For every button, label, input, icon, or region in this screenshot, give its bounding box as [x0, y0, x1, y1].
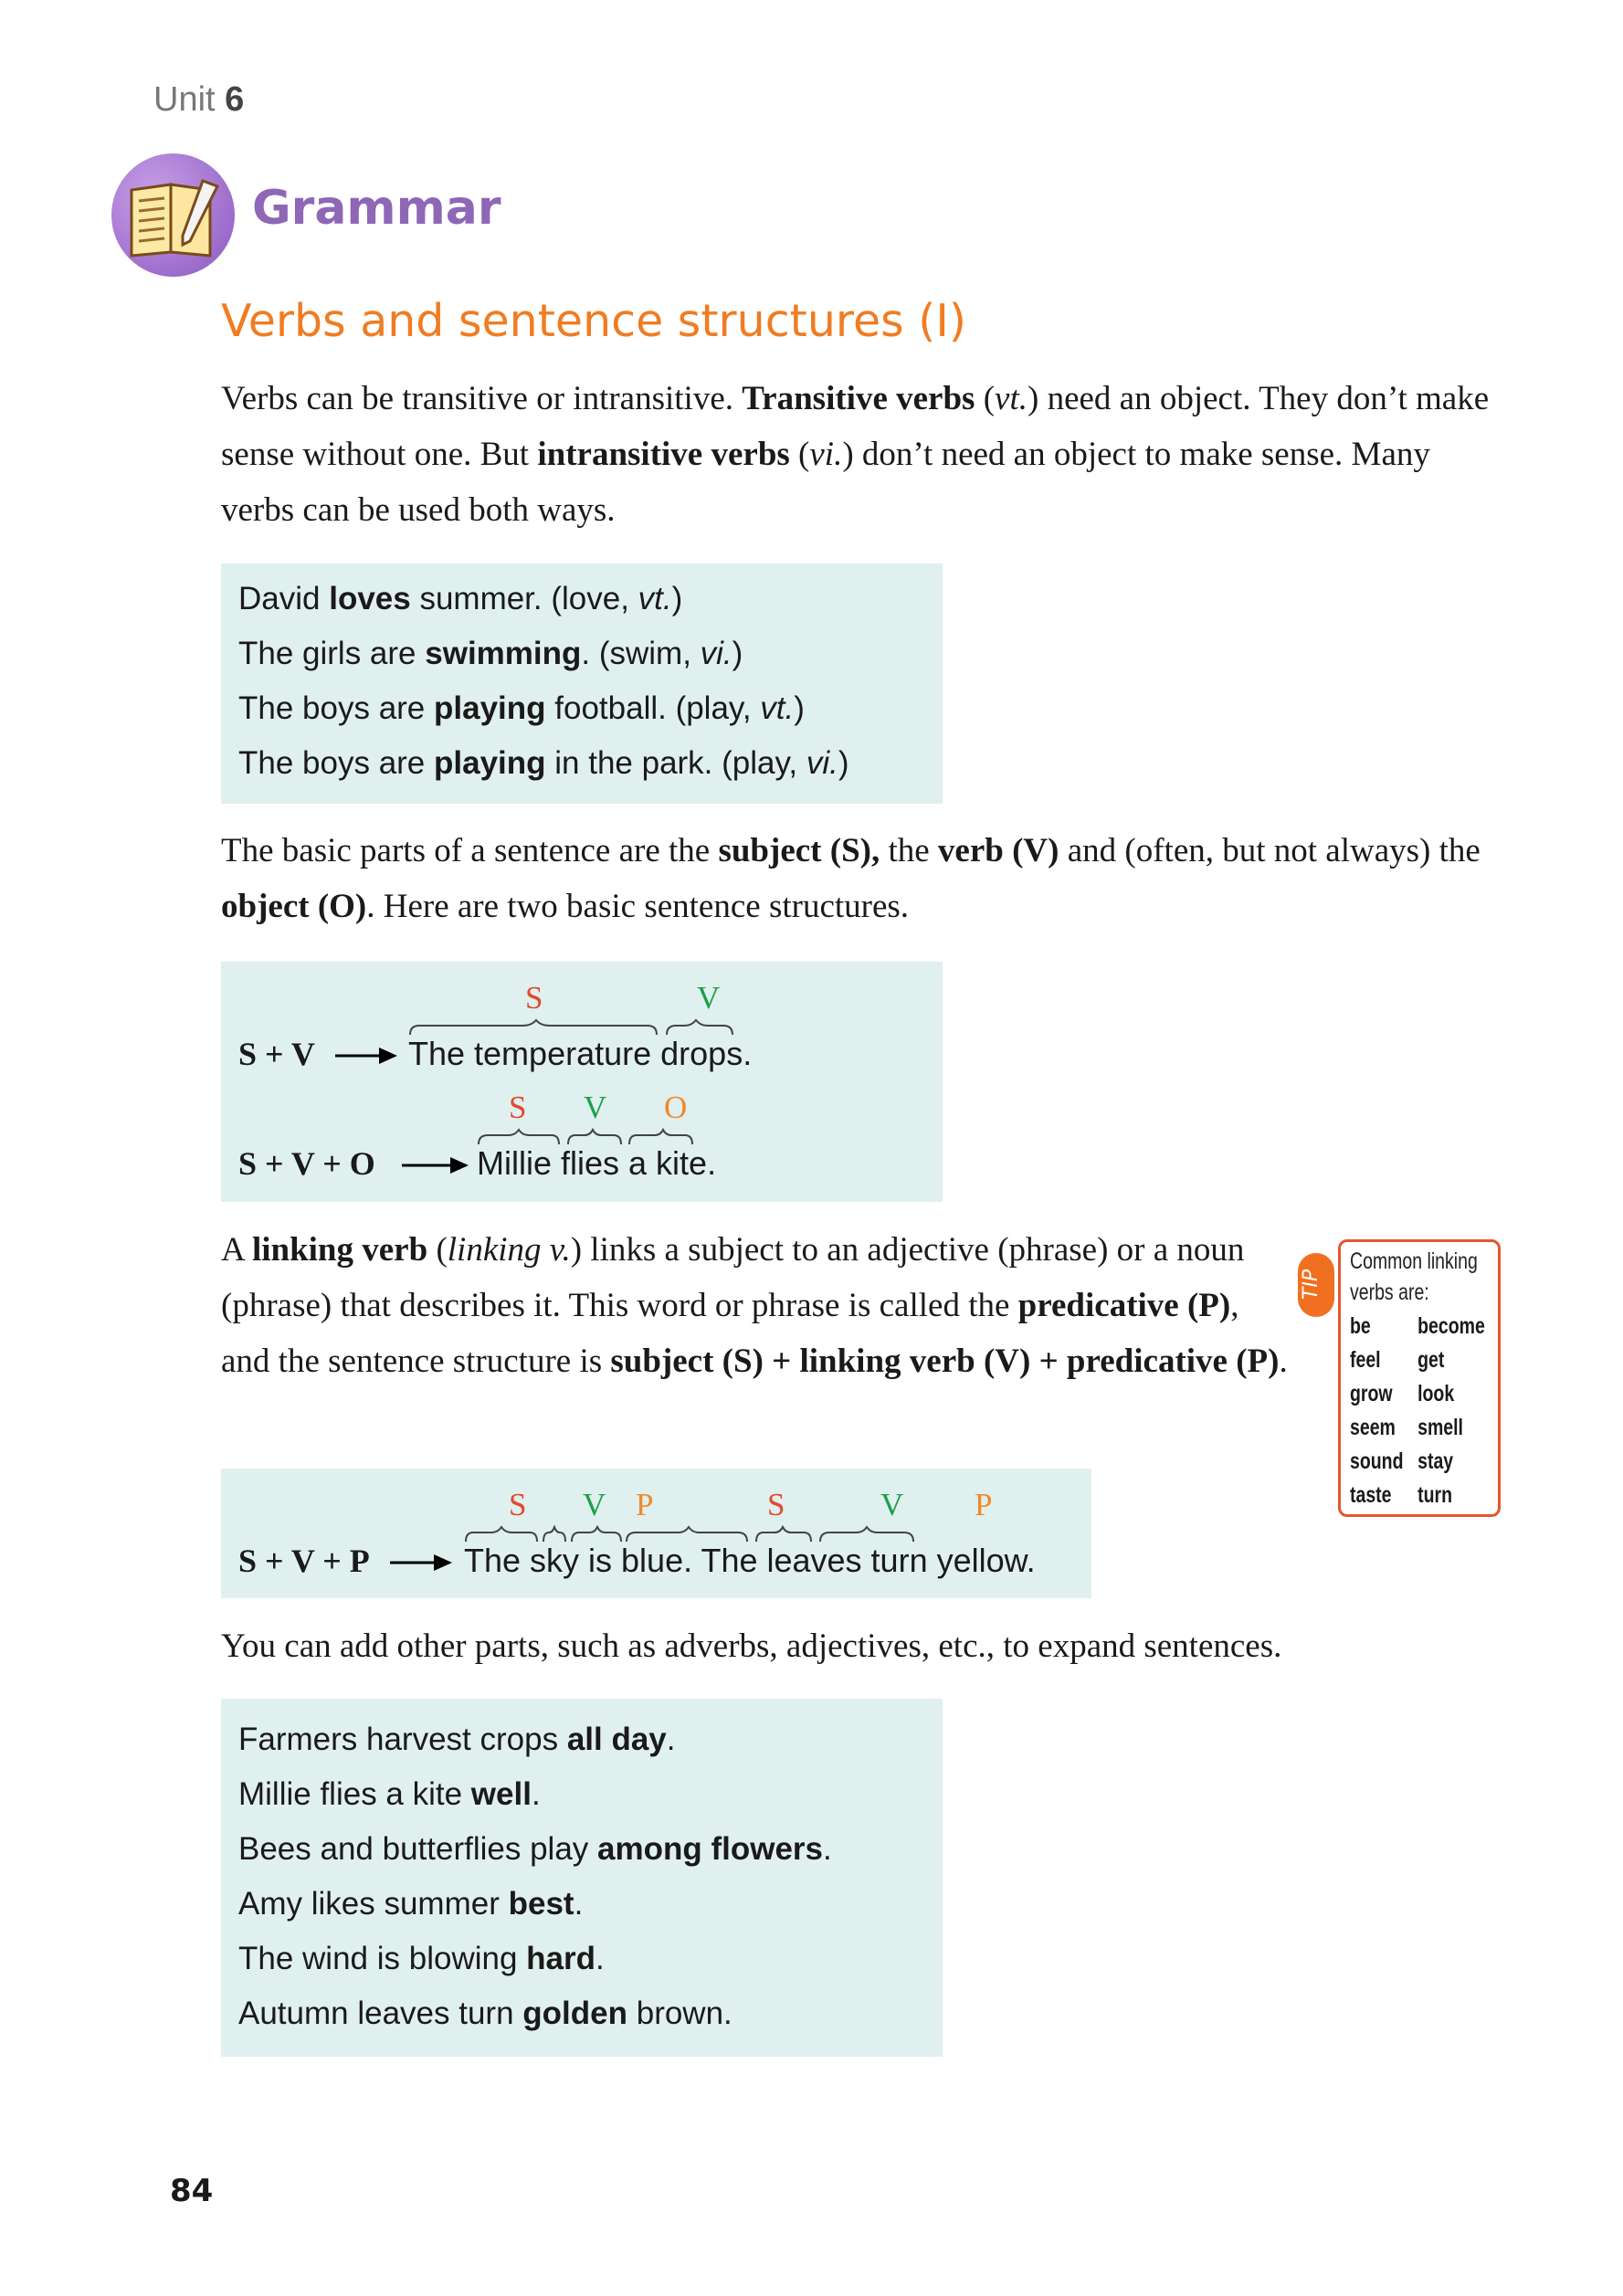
list-item: The boys are playing football. (play, vt.): [238, 690, 805, 726]
linking-verb-paragraph: A linking verb (linking v.) links a subject to an adjective (phrase) or a noun (phrase) that describes it. This word or phrase is called the predicative (P), and the sentence structure is subject (S) + linking verb (V) + predicative (P).: [221, 1231, 1288, 1380]
tag-subject: S: [509, 1090, 527, 1125]
intro-paragraph: Verbs can be transitive or intransitive. Transitive verbs (vt.) need an object. They don’t make sense without one. But intransitive verbs (vi.) don’t need an object to make sense. Many verbs can be used both ways.: [221, 380, 1490, 529]
underbraces: [464, 1525, 1085, 1545]
arrow-icon: [390, 1549, 454, 1576]
tag-verb: V: [697, 980, 721, 1016]
structures-box-2: [221, 1469, 1091, 1598]
tag-object: O: [664, 1090, 688, 1125]
list-item: Millie flies a kite well.: [238, 1776, 541, 1812]
structures-box-1: [221, 962, 943, 1202]
list-item: David loves summer. (love, vt.): [238, 581, 683, 616]
svp-sentence: The sky is blue. The leaves turn yellow.: [464, 1542, 1036, 1579]
underbraces: [477, 1128, 714, 1148]
list-item: The boys are playing in the park. (play, vi.): [238, 745, 849, 781]
page-number: 84: [170, 2173, 214, 2209]
list-item: Farmers harvest crops all day.: [238, 1722, 676, 1757]
sv-sentence: The temperature drops.: [408, 1035, 753, 1072]
linking-verbs-list: be become feel get grow look seem smell sound stay taste turn: [1350, 1313, 1485, 1508]
underbraces: [408, 1018, 737, 1038]
list-item: The girls are swimming. (swim, vi.): [238, 636, 743, 671]
list-item: The wind is blowing hard.: [238, 1941, 605, 1976]
tag-verb: V: [583, 1487, 606, 1522]
svo-sentence: Millie flies a kite.: [477, 1144, 717, 1182]
sv-label: S + V: [238, 1036, 315, 1072]
arrow-icon: [402, 1152, 470, 1179]
list-item: Autumn leaves turn golden brown.: [238, 1996, 732, 2031]
expand-paragraph: You can add other parts, such as adverbs, adjectives, etc., to expand sentences.: [221, 1627, 1282, 1665]
tag-predicative: P: [636, 1487, 654, 1522]
examples-box-2: [221, 1699, 943, 2057]
examples-box-1: [221, 563, 943, 804]
tag-verb: V: [584, 1090, 607, 1125]
svo-label: S + V + O: [238, 1145, 375, 1182]
tag-verb: V: [880, 1487, 904, 1522]
book-pencil-icon: [111, 153, 235, 277]
tip-box: Common linking verbs are: be become feel get grow look seem smell sound stay taste turn: [1338, 1239, 1501, 1517]
list-item: Amy likes summer best.: [238, 1886, 584, 1922]
unit-label: Unit 6: [153, 80, 245, 119]
basic-parts-paragraph: The basic parts of a sentence are the subject (S), the verb (V) and (often, but not always) the object (O). Here are two basic sentence structures.: [221, 832, 1481, 925]
list-item: Bees and butterflies play among flowers.: [238, 1831, 832, 1867]
tag-subject: S: [767, 1487, 785, 1522]
tag-subject: S: [509, 1487, 527, 1522]
tag-predicative: P: [975, 1487, 993, 1522]
tag-subject: S: [525, 980, 543, 1016]
tip-tag: TIP: [1298, 1253, 1334, 1317]
arrow-icon: [335, 1042, 399, 1069]
svp-label: S + V + P: [238, 1543, 370, 1579]
page-title: Verbs and sentence structures (I): [221, 295, 966, 347]
section-title: Grammar: [252, 181, 501, 236]
